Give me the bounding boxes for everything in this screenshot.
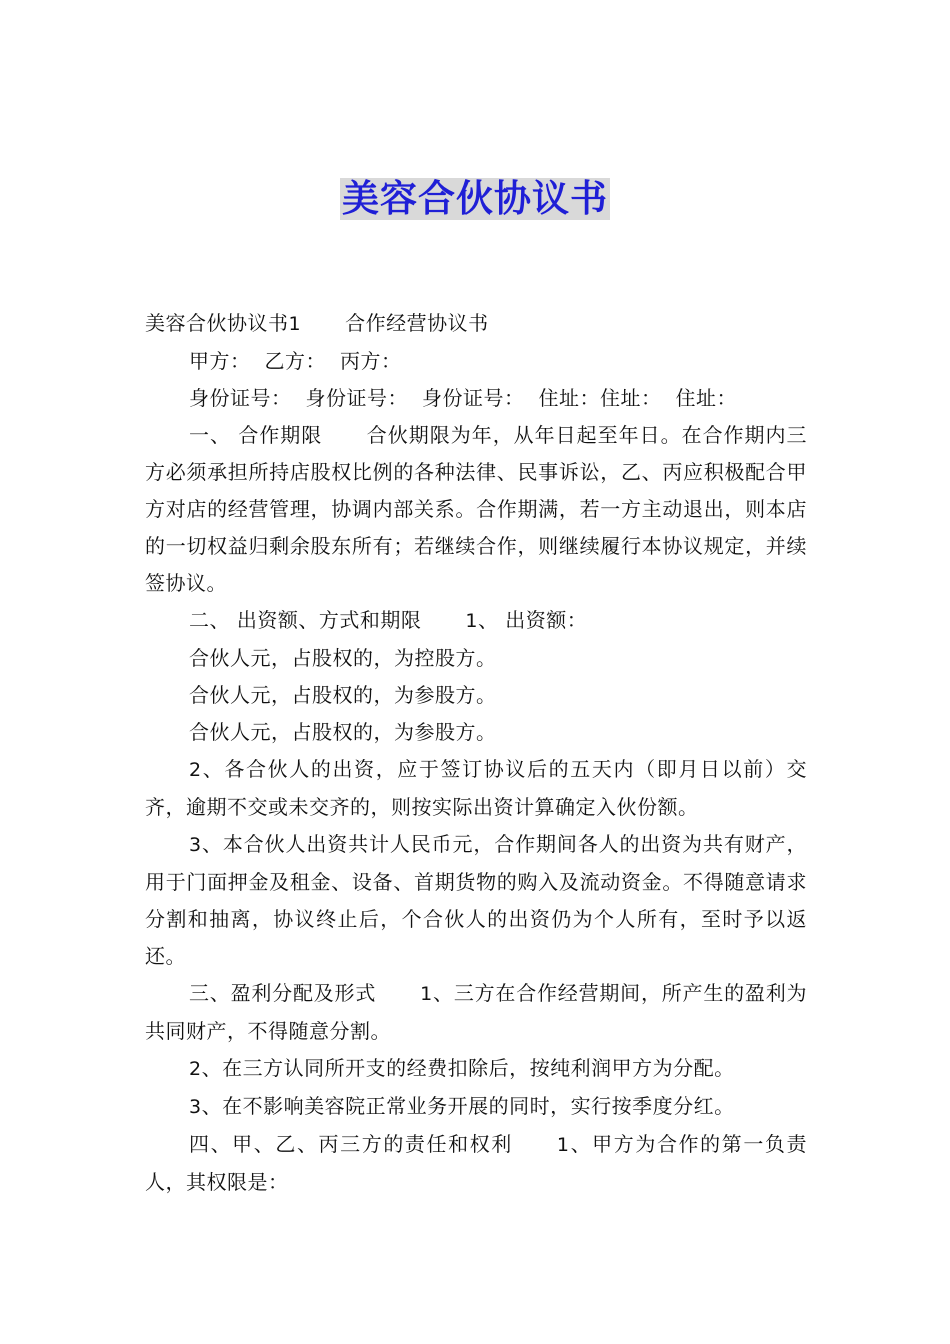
section-1-text: 合伙期限为年，从年日起至年日。在合作期内三方必须承担所持店股权比例的各种法律、民事诉讼，乙、丙应积极配合甲方对店的经营管理，协调内部关系。合作期满，若一方主动退出，则本店的一切权益归剩余股东所有；若继续合作，则继续履行本协议规定，并续签协议。 xyxy=(145,423,808,595)
section-3-heading: 三、盈利分配及形式 xyxy=(189,981,377,1005)
section-4-paragraph xyxy=(145,1126,807,1201)
section-3-item-3-number: 3 xyxy=(189,1096,202,1118)
section-1-heading: 一、 合作期限 xyxy=(189,423,323,447)
section-3-item-3 xyxy=(145,1088,807,1126)
section-3-item-2-text: 、在三方认同所开支的经费扣除后，按纯利润甲方为分配。 xyxy=(201,1056,735,1080)
document-body xyxy=(145,305,807,1201)
document-title: 美容合伙协议书 xyxy=(342,177,608,220)
section-2-item-3-number: 3 xyxy=(189,834,202,856)
subtitle-right: 合作经营协议书 xyxy=(345,311,489,335)
subtitle-left: 美容合伙协议书 xyxy=(145,311,289,335)
section-2-item-2 xyxy=(145,751,807,826)
section-1-paragraph xyxy=(145,417,807,602)
subtitle-number: 1 xyxy=(288,313,302,335)
party-bing: 丙方： xyxy=(340,349,402,373)
party-yi: 乙方： xyxy=(264,349,326,373)
section-2-item-2-number: 2 xyxy=(189,759,202,781)
section-4-heading: 四、甲、乙、丙三方的责任和权利 xyxy=(189,1132,513,1156)
section-3-paragraph xyxy=(145,975,807,1050)
partner-line-2: 合伙人元，占股权的，为参股方。 xyxy=(189,683,497,707)
id-number-3: 身份证号： xyxy=(422,386,525,410)
id-number-2: 身份证号： xyxy=(305,386,408,410)
section-3-item-1-number: 1 xyxy=(420,983,433,1005)
section-2-item-3-text: 、本合伙人出资共计人民币元，合作期间各人的出资为共有财产，用于门面押金及租金、设备、首期货物的购入及流动资金。不得随意请求分割和抽离，协议终止后，个合伙人的出资仍为个人所有，至时予以返还。 xyxy=(145,832,807,968)
section-2-item-3 xyxy=(145,826,807,975)
subtitle-line xyxy=(145,305,807,343)
id-number-1: 身份证号： xyxy=(189,386,292,410)
id-address-line xyxy=(145,380,807,417)
section-2-sub1-text: 、 出资额： xyxy=(477,608,588,632)
address-2: 住址： xyxy=(600,386,662,410)
address-1: 住址： xyxy=(538,386,600,410)
partner-line-3: 合伙人元，占股权的，为参股方。 xyxy=(189,720,497,744)
section-3-item-2 xyxy=(145,1050,807,1088)
title-container xyxy=(0,178,950,220)
parties-line xyxy=(145,343,807,380)
party-jia: 甲方： xyxy=(189,349,251,373)
section-3-item-1-text: 、三方在合作经营期间，所产生的盈利为共同财产，不得随意分割。 xyxy=(145,981,808,1043)
section-3-item-3-text: 、在不影响美容院正常业务开展的同时，实行按季度分红。 xyxy=(201,1094,735,1118)
partner-line-1: 合伙人元，占股权的，为控股方。 xyxy=(189,646,497,670)
section-2-heading: 二、 出资额、方式和期限 xyxy=(189,608,422,632)
section-2-item-2-text: 、各合伙人的出资，应于签订协议后的五天内（即月日以前）交齐，逾期不交或未交齐的，则按实际出资计算确定入伙份额。 xyxy=(145,757,807,819)
section-2-sub1-number: 1 xyxy=(465,610,478,632)
section-4-item-1-number: 1 xyxy=(556,1134,570,1156)
section-3-item-2-number: 2 xyxy=(189,1058,202,1080)
section-4-item-1-text: 、甲方为合作的第一负责人，其权限是： xyxy=(145,1132,808,1194)
address-3: 住址： xyxy=(675,386,737,410)
section-2-heading-line xyxy=(145,602,807,640)
